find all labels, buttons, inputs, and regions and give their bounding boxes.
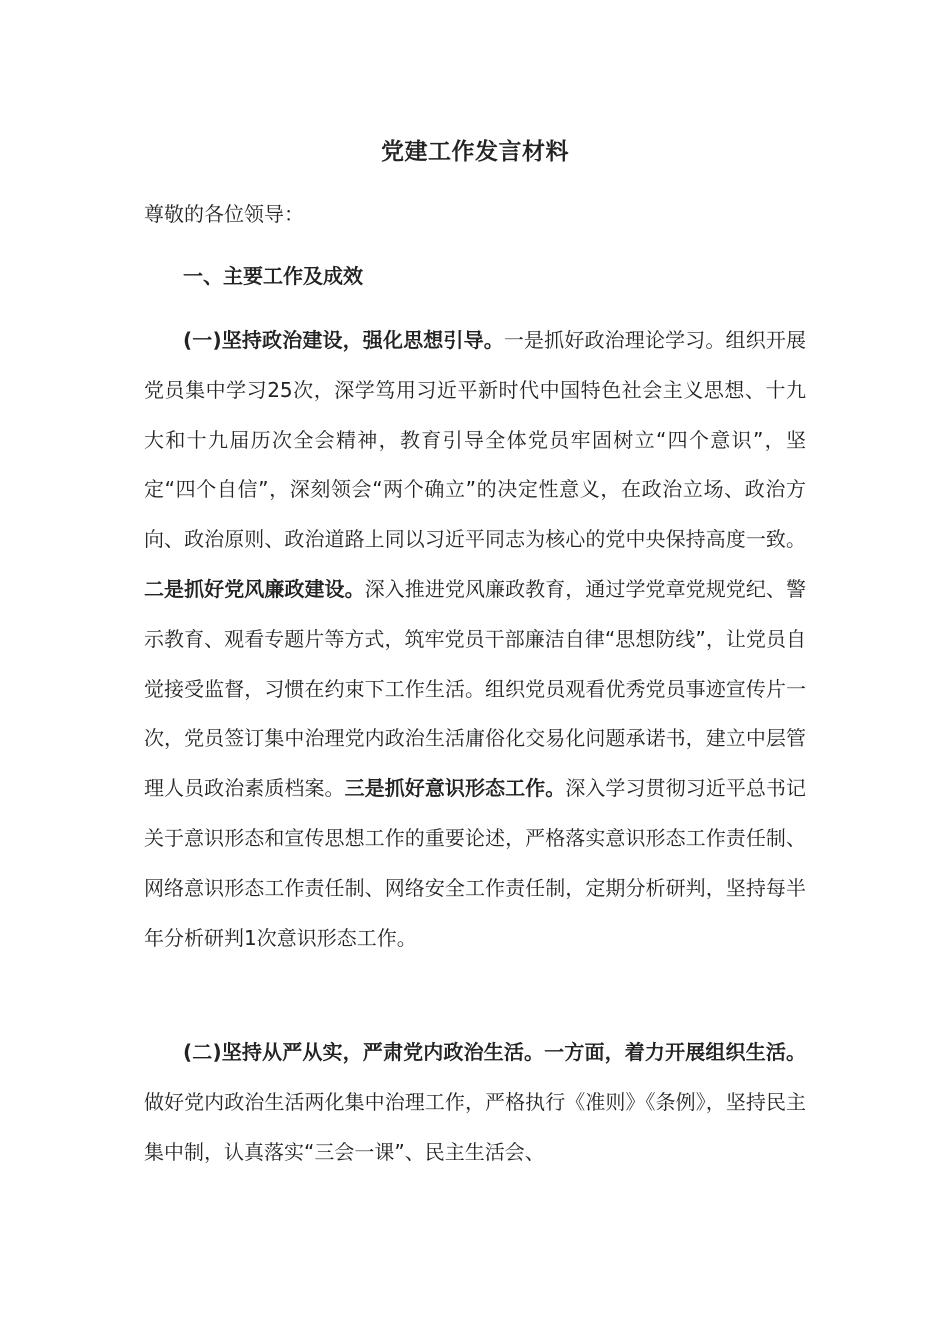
document-title: 党建工作发言材料 — [381, 139, 569, 165]
paragraph-text: 一是抓好政治理论学习。组织开展党员集中学习25次，深学笃用习近平新时代中国特色社会主义思想、十九大和十九届历次全会精神，教育引导全体党员牢固树立“四个意识”，坚定“四个自信”，深刻领会“两个确立”的决定性意义，在政治立场、政治方向、政治原则、政治道路上同以习近平同志为核心的党中央保持高度一致。 — [144, 328, 807, 552]
paragraph-lead: (二)坚持从严从实，严肃党内政治生活。一方面，着力开展组织生活。 — [183, 1040, 806, 1064]
paragraph-subhead: 二是抓好党风廉政建设。 — [144, 576, 365, 601]
paragraph-lead: (一)坚持政治建设，强化思想引导。 — [183, 328, 504, 352]
section-heading: 一、主要工作及成效 — [183, 264, 363, 288]
paragraph-text: 深入学习贯彻习近平总书记关于意识形态和宣传思想工作的重要论述，严格落实意识形态工作责任制、网络意识形态工作责任制、网络安全工作责任制，定期分析研判，坚持每半年分析研判1次意识形态工作。 — [144, 776, 806, 950]
paragraph-subhead: 三是抓好意识形态工作。 — [344, 776, 566, 801]
paragraph-political-life — [144, 1028, 806, 1177]
paragraph-political-construction — [144, 316, 806, 963]
paragraph-text: 深入推进党风廉政教育，通过学党章党规党纪、警示教育、观看专题片等方式，筑牢党员干部廉洁自律“思想防线”，让党员自觉接受监督，习惯在约束下工作生活。组织党员观看优秀党员事迹宣传片一次，党员签订集中治理党内政治生活庸俗化交易化问题承诺书，建立中层管理人员政治素质档案。 — [144, 576, 806, 801]
salutation: 尊敬的各位领导： — [144, 202, 304, 226]
paragraph-text: 做好党内政治生活两化集中治理工作，严格执行《准则》《条例》，坚持民主集中制，认真落实“三会一课”、民主生活会、 — [144, 1089, 806, 1164]
